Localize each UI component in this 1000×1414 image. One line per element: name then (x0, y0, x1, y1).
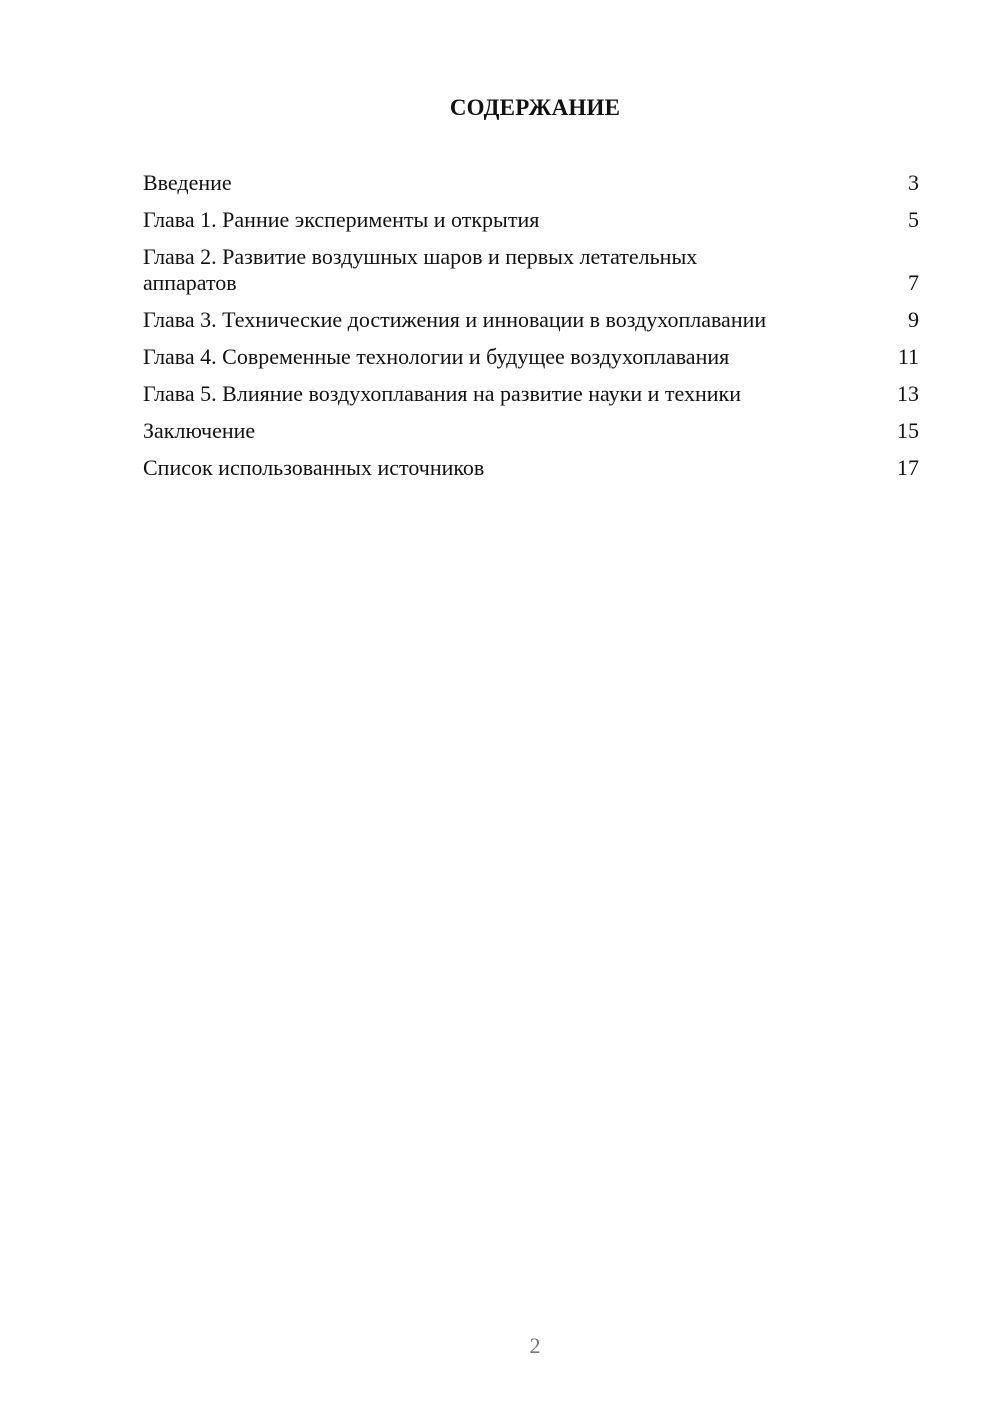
toc-entry-page: 7 (908, 270, 919, 295)
page-title: СОДЕРЖАНИЕ (449, 95, 621, 120)
toc-entry-text: Заключение (143, 418, 256, 443)
toc-entry-references (143, 455, 919, 481)
toc-entry-page: 13 (897, 381, 919, 406)
toc-entry-page: 17 (897, 455, 919, 480)
toc-entry-page: 9 (908, 307, 919, 332)
toc-entry-page: 11 (897, 344, 919, 369)
toc-entry-chapter-4 (143, 344, 919, 370)
toc-entry-text: Список использованных источников (143, 455, 485, 480)
toc-entry-introduction (143, 170, 919, 196)
page-number: 2 (529, 1333, 541, 1358)
toc-entry-page: 3 (908, 170, 919, 195)
toc-entry-text: Глава 5. Влияние воздухоплавания на развитие науки и техники (143, 381, 742, 406)
toc-entry-text: Введение (143, 170, 232, 195)
toc-entry-chapter-1 (143, 207, 919, 233)
toc-entry-page: 15 (897, 418, 919, 443)
toc-entry-text: Глава 4. Современные технологии и будущее воздухоплавания (143, 344, 730, 369)
toc-entry-text: Глава 2. Развитие воздушных шаров и первых летательных аппаратов (143, 244, 698, 295)
toc-entry-text: Глава 3. Технические достижения и инновации в воздухоплавании (143, 307, 767, 332)
table-of-contents (143, 170, 919, 492)
toc-entry-chapter-5 (143, 381, 919, 407)
toc-entry-chapter-2 (143, 244, 919, 296)
toc-entry-text: Глава 1. Ранние эксперименты и открытия (143, 207, 540, 232)
toc-entry-conclusion (143, 418, 919, 444)
toc-entry-page: 5 (908, 207, 919, 232)
toc-entry-chapter-3 (143, 307, 919, 333)
